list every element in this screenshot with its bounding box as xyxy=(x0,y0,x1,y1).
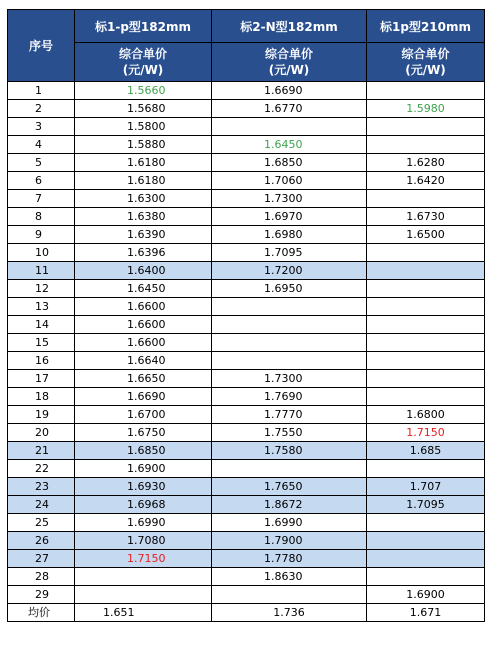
cell-col-1: 1.6640 xyxy=(75,352,212,370)
cell-col-2: 1.6990 xyxy=(212,514,367,532)
cell-col-3 xyxy=(367,550,485,568)
row-index: 17 xyxy=(8,370,75,388)
average-col-1: 1.651 xyxy=(75,604,212,622)
row-index: 25 xyxy=(8,514,75,532)
cell-col-2: 1.6450 xyxy=(212,136,367,154)
row-index: 16 xyxy=(8,352,75,370)
cell-col-3: 1.7150 xyxy=(367,424,485,442)
cell-col-3 xyxy=(367,262,485,280)
cell-col-3: 1.5980 xyxy=(367,100,485,118)
row-index: 8 xyxy=(8,208,75,226)
row-index: 9 xyxy=(8,226,75,244)
cell-col-2: 1.7200 xyxy=(212,262,367,280)
header-col-1: 标1-p型182mm xyxy=(75,10,212,43)
cell-col-1: 1.6700 xyxy=(75,406,212,424)
table-row xyxy=(8,568,485,586)
cell-col-3 xyxy=(367,568,485,586)
cell-col-2: 1.8672 xyxy=(212,496,367,514)
cell-col-2: 1.7095 xyxy=(212,244,367,262)
row-index: 20 xyxy=(8,424,75,442)
cell-col-1: 1.6400 xyxy=(75,262,212,280)
cell-col-1: 1.6180 xyxy=(75,172,212,190)
cell-col-1: 1.6600 xyxy=(75,298,212,316)
price-table-container xyxy=(7,9,485,622)
average-row xyxy=(8,604,485,622)
cell-col-1: 1.7080 xyxy=(75,532,212,550)
cell-col-2 xyxy=(212,352,367,370)
cell-col-1: 1.6900 xyxy=(75,460,212,478)
cell-col-3 xyxy=(367,370,485,388)
cell-col-1: 1.6750 xyxy=(75,424,212,442)
row-index: 22 xyxy=(8,460,75,478)
cell-col-1 xyxy=(75,568,212,586)
subheader-col-1 xyxy=(75,43,212,82)
table-row xyxy=(8,298,485,316)
cell-col-3 xyxy=(367,514,485,532)
table-row xyxy=(8,226,485,244)
header-index: 序号 xyxy=(8,10,75,82)
cell-col-3 xyxy=(367,136,485,154)
table-row xyxy=(8,370,485,388)
cell-col-1: 1.6650 xyxy=(75,370,212,388)
cell-col-1 xyxy=(75,586,212,604)
cell-col-3 xyxy=(367,460,485,478)
cell-col-3 xyxy=(367,244,485,262)
table-row xyxy=(8,154,485,172)
cell-col-2: 1.8630 xyxy=(212,568,367,586)
table-row xyxy=(8,244,485,262)
cell-col-2: 1.7690 xyxy=(212,388,367,406)
table-row xyxy=(8,388,485,406)
cell-col-2: 1.6980 xyxy=(212,226,367,244)
cell-col-2: 1.6770 xyxy=(212,100,367,118)
cell-col-2: 1.7550 xyxy=(212,424,367,442)
row-index: 3 xyxy=(8,118,75,136)
cell-col-2 xyxy=(212,586,367,604)
average-col-2: 1.736 xyxy=(212,604,367,622)
table-row xyxy=(8,190,485,208)
table-header xyxy=(8,10,485,82)
cell-col-3 xyxy=(367,280,485,298)
subheader-label: 综合单价 xyxy=(118,47,167,61)
cell-col-3: 1.6800 xyxy=(367,406,485,424)
cell-col-3 xyxy=(367,118,485,136)
average-label: 均价 xyxy=(8,604,75,622)
row-index: 6 xyxy=(8,172,75,190)
table-row-highlighted xyxy=(8,478,485,496)
cell-col-3 xyxy=(367,352,485,370)
header-row-2 xyxy=(8,43,485,82)
cell-col-1: 1.6396 xyxy=(75,244,212,262)
cell-col-2: 1.7300 xyxy=(212,190,367,208)
table-row xyxy=(8,82,485,100)
cell-col-1: 1.6390 xyxy=(75,226,212,244)
cell-col-1: 1.6450 xyxy=(75,280,212,298)
table-row xyxy=(8,280,485,298)
table-row xyxy=(8,172,485,190)
row-index: 29 xyxy=(8,586,75,604)
price-table xyxy=(7,9,485,622)
row-index: 27 xyxy=(8,550,75,568)
cell-col-2 xyxy=(212,118,367,136)
table-row xyxy=(8,424,485,442)
header-col-2: 标2-N型182mm xyxy=(212,10,367,43)
cell-col-3 xyxy=(367,388,485,406)
table-row xyxy=(8,136,485,154)
table-row xyxy=(8,100,485,118)
row-index: 18 xyxy=(8,388,75,406)
cell-col-1: 1.6690 xyxy=(75,388,212,406)
row-index: 11 xyxy=(8,262,75,280)
average-col-3: 1.671 xyxy=(367,604,485,622)
table-row xyxy=(8,406,485,424)
cell-col-1: 1.5660 xyxy=(75,82,212,100)
cell-col-1: 1.5880 xyxy=(75,136,212,154)
cell-col-1: 1.6600 xyxy=(75,316,212,334)
table-row-highlighted xyxy=(8,550,485,568)
subheader-label: 综合单价 xyxy=(401,47,450,61)
subheader-col-2 xyxy=(212,43,367,82)
cell-col-3 xyxy=(367,190,485,208)
table-row-highlighted xyxy=(8,442,485,460)
cell-col-1: 1.6990 xyxy=(75,514,212,532)
cell-col-2: 1.7060 xyxy=(212,172,367,190)
cell-col-3: 1.6900 xyxy=(367,586,485,604)
cell-col-1: 1.6300 xyxy=(75,190,212,208)
cell-col-2 xyxy=(212,316,367,334)
cell-col-2: 1.7650 xyxy=(212,478,367,496)
cell-col-1: 1.5800 xyxy=(75,118,212,136)
subheader-unit: (元/W) xyxy=(268,63,310,77)
cell-col-2 xyxy=(212,460,367,478)
cell-col-3: 1.6500 xyxy=(367,226,485,244)
row-index: 19 xyxy=(8,406,75,424)
cell-col-2: 1.7300 xyxy=(212,370,367,388)
subheader-label: 综合单价 xyxy=(264,47,313,61)
cell-col-1: 1.6968 xyxy=(75,496,212,514)
row-index: 24 xyxy=(8,496,75,514)
cell-col-3: 1.707 xyxy=(367,478,485,496)
cell-col-2: 1.7580 xyxy=(212,442,367,460)
cell-col-1: 1.7150 xyxy=(75,550,212,568)
cell-col-2: 1.7770 xyxy=(212,406,367,424)
cell-col-3 xyxy=(367,316,485,334)
table-row-highlighted xyxy=(8,262,485,280)
row-index: 1 xyxy=(8,82,75,100)
table-body xyxy=(8,82,485,622)
cell-col-3: 1.6420 xyxy=(367,172,485,190)
cell-col-2: 1.6970 xyxy=(212,208,367,226)
cell-col-3: 1.6280 xyxy=(367,154,485,172)
cell-col-1: 1.6380 xyxy=(75,208,212,226)
cell-col-2: 1.6690 xyxy=(212,82,367,100)
cell-col-2: 1.7900 xyxy=(212,532,367,550)
row-index: 21 xyxy=(8,442,75,460)
cell-col-3: 1.685 xyxy=(367,442,485,460)
table-row-highlighted xyxy=(8,496,485,514)
subheader-unit: (元/W) xyxy=(122,63,164,77)
cell-col-1: 1.6180 xyxy=(75,154,212,172)
table-row xyxy=(8,460,485,478)
table-row xyxy=(8,352,485,370)
cell-col-3: 1.7095 xyxy=(367,496,485,514)
subheader-unit: (元/W) xyxy=(405,63,446,77)
row-index: 2 xyxy=(8,100,75,118)
cell-col-2 xyxy=(212,298,367,316)
header-col-3: 标1p型210mm xyxy=(367,10,485,43)
table-row xyxy=(8,118,485,136)
cell-col-3 xyxy=(367,82,485,100)
row-index: 15 xyxy=(8,334,75,352)
row-index: 14 xyxy=(8,316,75,334)
table-row xyxy=(8,586,485,604)
table-row-highlighted xyxy=(8,532,485,550)
row-index: 23 xyxy=(8,478,75,496)
table-row xyxy=(8,334,485,352)
table-row xyxy=(8,208,485,226)
row-index: 10 xyxy=(8,244,75,262)
cell-col-1: 1.6600 xyxy=(75,334,212,352)
table-row xyxy=(8,514,485,532)
table-row xyxy=(8,316,485,334)
header-row-1 xyxy=(8,10,485,43)
row-index: 5 xyxy=(8,154,75,172)
cell-col-1: 1.5680 xyxy=(75,100,212,118)
cell-col-3 xyxy=(367,532,485,550)
row-index: 28 xyxy=(8,568,75,586)
cell-col-2 xyxy=(212,334,367,352)
row-index: 7 xyxy=(8,190,75,208)
cell-col-2: 1.6850 xyxy=(212,154,367,172)
row-index: 26 xyxy=(8,532,75,550)
cell-col-2: 1.6950 xyxy=(212,280,367,298)
row-index: 4 xyxy=(8,136,75,154)
cell-col-1: 1.6930 xyxy=(75,478,212,496)
cell-col-3 xyxy=(367,334,485,352)
row-index: 13 xyxy=(8,298,75,316)
cell-col-3 xyxy=(367,298,485,316)
cell-col-1: 1.6850 xyxy=(75,442,212,460)
cell-col-2: 1.7780 xyxy=(212,550,367,568)
row-index: 12 xyxy=(8,280,75,298)
subheader-col-3 xyxy=(367,43,485,82)
cell-col-3: 1.6730 xyxy=(367,208,485,226)
